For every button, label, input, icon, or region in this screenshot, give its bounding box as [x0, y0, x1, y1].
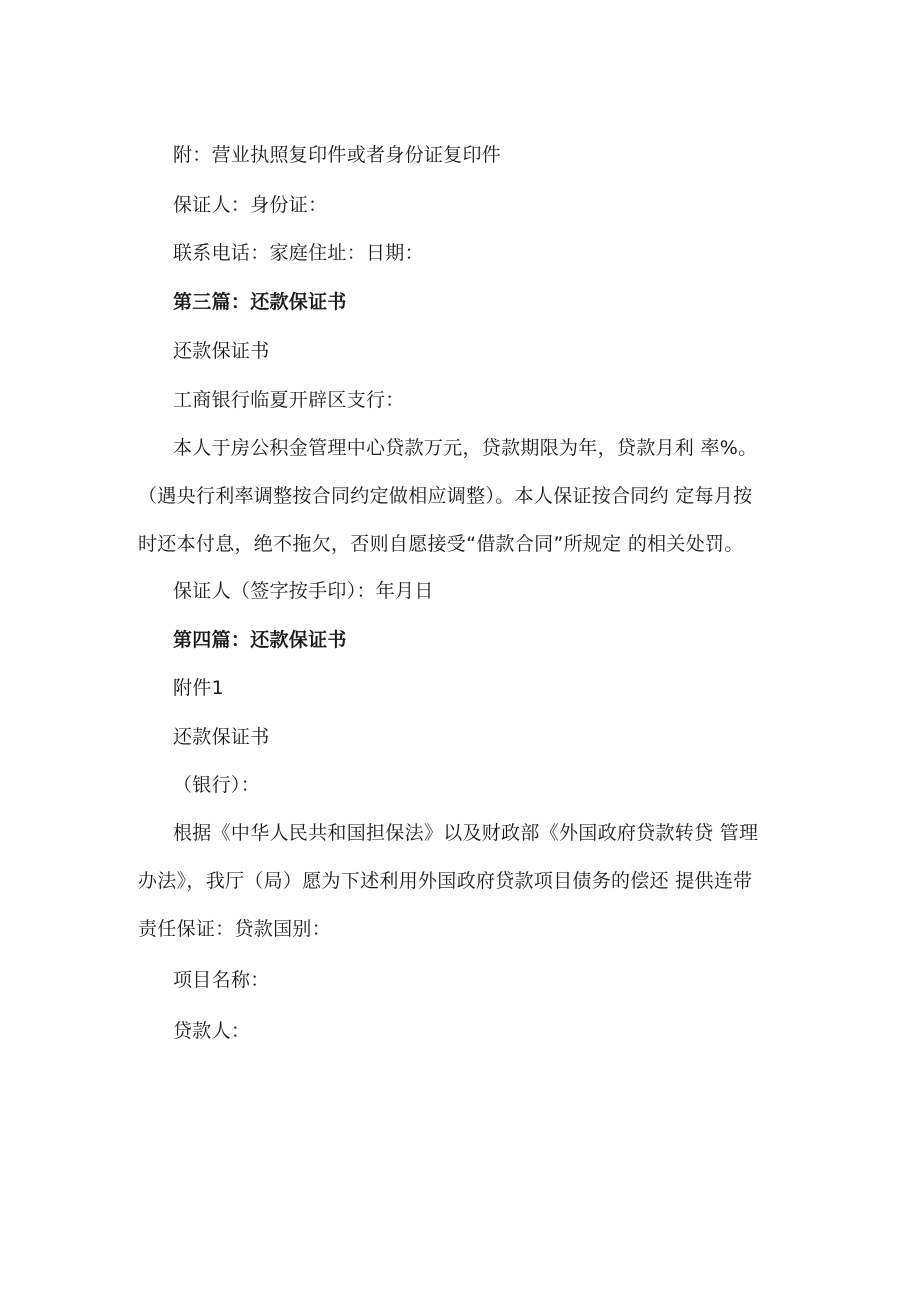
signature-line: 保证人（签字按手印）：年月日 — [173, 580, 434, 602]
section-heading-4: 第四篇：还款保证书 — [173, 629, 347, 651]
guarantor-id-line: 保证人：身份证： — [173, 194, 328, 216]
body4-line-3: 责任保证：贷款国别： — [138, 918, 332, 940]
body-line-2: （遇央行利率调整按合同约定做相应调整）。本人保证按合同约 定每月按 — [138, 485, 753, 507]
body-line-1: 本人于房公积金管理中心贷款万元，贷款期限为年，贷款月利 率%。 — [173, 437, 758, 459]
section-heading-3: 第三篇：还款保证书 — [173, 291, 347, 313]
body-line-3: 时还本付息，绝不拖欠，否则自愿接受“借款合同”所规定 的相关处罚。 — [138, 533, 744, 555]
project-name-field: 项目名称： — [173, 969, 270, 991]
doc-title-4: 还款保证书 — [173, 726, 270, 748]
doc-title-3: 还款保证书 — [173, 340, 270, 362]
body4-line-2: 办法》，我厅（局）愿为下述利用外国政府贷款项目债务的偿还 提供连带 — [138, 870, 753, 892]
attachment-note: 附：营业执照复印件或者身份证复印件 — [173, 144, 502, 166]
attachment-label: 附件1 — [173, 677, 224, 699]
body4-line-1: 根据《中华人民共和国担保法》以及财政部《外国政府贷款转贷 管理 — [173, 822, 759, 844]
addressee-3: 工商银行临夏开辟区支行： — [173, 389, 405, 411]
lender-field: 贷款人： — [173, 1020, 251, 1042]
addressee-4: （银行）： — [173, 774, 261, 796]
contact-line: 联系电话：家庭住址：日期： — [173, 242, 424, 264]
